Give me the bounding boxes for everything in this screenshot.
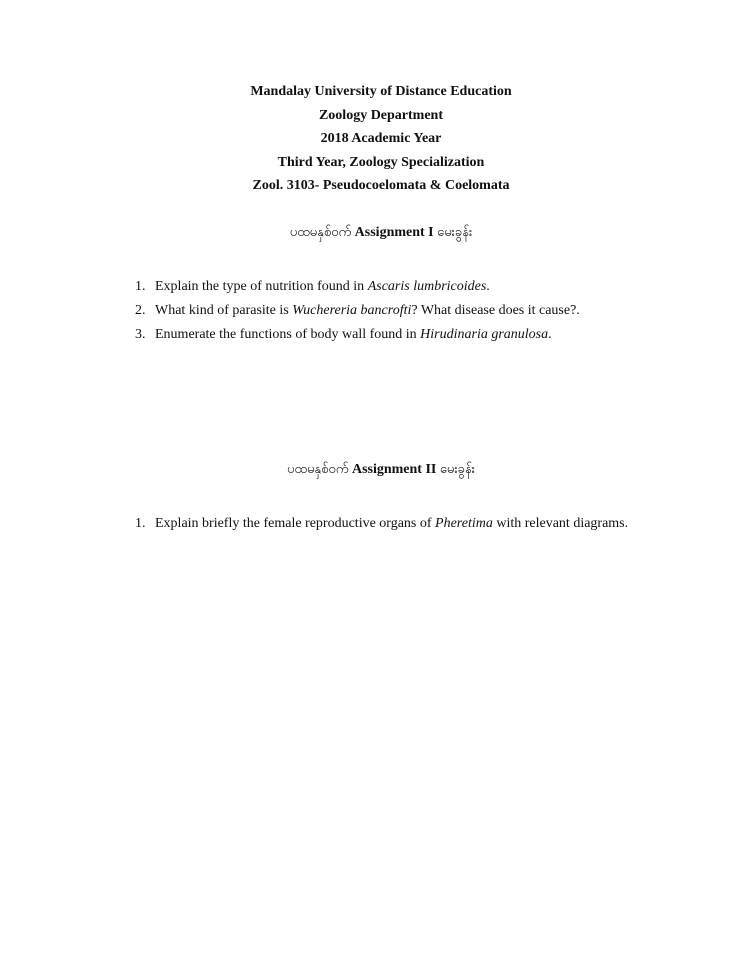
question-item [0,299,580,323]
university-name: Mandalay University of Distance Education [250,84,512,99]
assignment-1-questions [0,275,580,347]
assignment-2-prefix: ပထမနှစ်ဝက် [286,462,349,477]
assignment-1-heading [0,224,742,243]
assignment-2-questions [0,512,628,536]
question-item [0,512,628,536]
assignment-2-suffix: မေးခွန်း [439,462,475,477]
species-name: Pheretima [435,516,493,531]
academic-year: 2018 Academic Year [320,131,442,146]
assignment-1-suffix: မေးခွန်း [437,225,473,240]
question-text-end: ? What disease does it cause?. [411,303,580,318]
species-name: Wuchereria bancrofti [292,303,412,318]
question-text-end: . [486,279,490,294]
question-number: 1. [135,279,146,294]
question-number: 1. [135,516,146,531]
document-header [0,80,742,198]
species-name: Hirudinaria granulosa [420,327,549,342]
question-text-end: with relevant diagrams. [492,516,629,531]
assignment-2-title: Assignment II [351,462,437,477]
question-text-end: . [548,327,552,342]
course-title: Zool. 3103- Pseudocoelomata & Coelomata [252,178,510,193]
question-item [0,323,580,347]
species-name: Ascaris lumbricoides [367,279,487,294]
assignment-1-title: Assignment I [354,225,434,240]
assignment-2-heading [0,461,742,480]
question-text: Explain briefly the female reproductive organs of [155,516,436,531]
assignment-1-prefix: ပထမနှစ်ဝက် [289,225,352,240]
question-number: 2. [135,303,146,318]
question-text: What kind of parasite is [155,303,293,318]
question-item [0,275,580,299]
department-name: Zoology Department [318,107,444,123]
year-specialization: Third Year, Zoology Specialization [277,154,485,170]
question-text: Explain the type of nutrition found in [155,279,368,294]
question-number: 3. [135,327,146,342]
question-text: Enumerate the functions of body wall found in [155,327,421,342]
